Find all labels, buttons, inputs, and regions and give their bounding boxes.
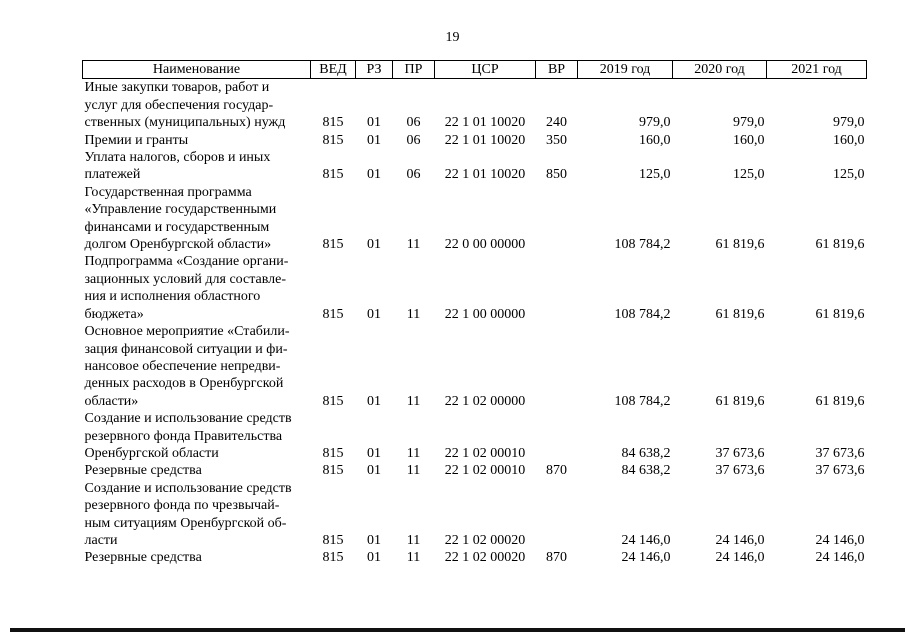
table-row bbox=[83, 462, 867, 479]
row-name-line: Государственная программа bbox=[84, 184, 252, 200]
cell-ved: 815 bbox=[322, 532, 344, 548]
cell-y2021: 61 819,6 bbox=[815, 306, 865, 322]
page-number: 19 bbox=[445, 30, 460, 45]
row-name-line: зационных условий для составле- bbox=[84, 271, 287, 287]
cell-y2019: 125,0 bbox=[639, 167, 671, 183]
table-row bbox=[83, 253, 867, 323]
row-name-line: ния и исполнения областного bbox=[84, 289, 261, 305]
cell-y2019: 108 784,2 bbox=[614, 306, 671, 322]
cell-rz: 01 bbox=[367, 393, 381, 409]
cell-y2020: 61 819,6 bbox=[715, 237, 765, 253]
cell-y2020: 160,0 bbox=[733, 132, 765, 148]
cell-y2019: 108 784,2 bbox=[614, 393, 671, 409]
row-name-line: Резервные средства bbox=[84, 550, 202, 566]
table-row bbox=[83, 149, 867, 184]
row-name bbox=[83, 79, 311, 132]
cell-vr: 350 bbox=[546, 132, 567, 148]
cell-ved: 815 bbox=[322, 550, 344, 566]
cell-rz: 01 bbox=[367, 115, 381, 131]
cell-y2019: 979,0 bbox=[639, 115, 671, 131]
cell-pr: 06 bbox=[406, 167, 421, 183]
cell-y2020: 37 673,6 bbox=[715, 445, 765, 461]
row-name-line: зация финансовой ситуации и фи- bbox=[84, 341, 288, 357]
cell-rz: 01 bbox=[367, 167, 381, 183]
cell-y2020: 61 819,6 bbox=[715, 393, 765, 409]
header-name: Наименование bbox=[83, 61, 311, 79]
row-name-line: финансами и государственным bbox=[84, 219, 270, 235]
cell-rz: 01 bbox=[367, 463, 381, 479]
cell-pr: 11 bbox=[406, 532, 421, 548]
cell-y2019: 84 638,2 bbox=[621, 445, 671, 461]
cell-y2019: 24 146,0 bbox=[621, 532, 671, 548]
row-name-line: Премии и гранты bbox=[84, 132, 189, 148]
cell-y2021: 37 673,6 bbox=[815, 463, 865, 479]
cell-ved: 815 bbox=[322, 115, 344, 131]
cell-csr: 22 1 01 10020 bbox=[444, 132, 526, 148]
row-name bbox=[83, 132, 311, 149]
cell-y2020: 37 673,6 bbox=[715, 463, 765, 479]
cell-csr: 22 1 02 00010 bbox=[444, 463, 526, 479]
cell-rz: 01 bbox=[367, 550, 381, 566]
header-pr: ПР bbox=[393, 61, 435, 79]
cell-vr: 870 bbox=[546, 463, 567, 479]
cell-rz: 01 bbox=[367, 532, 381, 548]
row-name-line: области» bbox=[84, 393, 139, 409]
cell-csr: 22 1 00 00000 bbox=[444, 306, 526, 322]
row-name bbox=[83, 480, 311, 550]
cell-ved: 815 bbox=[322, 237, 344, 253]
table-body bbox=[83, 79, 867, 567]
table-row bbox=[83, 549, 867, 566]
row-name-line: Создание и использование средств bbox=[84, 411, 292, 427]
cell-y2021: 125,0 bbox=[833, 167, 865, 183]
row-name bbox=[83, 462, 311, 479]
cell-ved: 815 bbox=[322, 306, 344, 322]
row-name bbox=[83, 323, 311, 410]
cell-y2020: 125,0 bbox=[733, 167, 765, 183]
cell-ved: 815 bbox=[322, 393, 344, 409]
cell-csr: 22 1 02 00010 bbox=[444, 445, 526, 461]
cell-csr: 22 1 01 10020 bbox=[444, 115, 526, 131]
cell-pr: 11 bbox=[406, 445, 421, 461]
cell-y2021: 160,0 bbox=[833, 132, 865, 148]
row-name-line: бюджета» bbox=[84, 306, 144, 322]
cell-y2021: 37 673,6 bbox=[815, 445, 865, 461]
cell-y2021: 61 819,6 bbox=[815, 393, 865, 409]
cell-vr: 850 bbox=[546, 167, 567, 183]
cell-pr: 11 bbox=[406, 306, 421, 322]
row-name-line: Иные закупки товаров, работ и bbox=[84, 80, 270, 96]
table-row bbox=[83, 410, 867, 462]
table-row bbox=[83, 79, 867, 132]
bottom-rule bbox=[10, 628, 905, 632]
row-name-line: ласти bbox=[84, 532, 118, 548]
cell-vr: 240 bbox=[546, 115, 567, 131]
cell-vr bbox=[536, 323, 578, 410]
budget-table bbox=[82, 60, 867, 567]
row-name bbox=[83, 549, 311, 566]
cell-pr: 11 bbox=[406, 463, 421, 479]
row-name-line: Оренбургской области bbox=[84, 445, 219, 461]
cell-rz: 01 bbox=[367, 132, 381, 148]
table-header-row bbox=[83, 61, 867, 79]
row-name-line: ственных (муниципальных) нужд bbox=[84, 115, 286, 131]
header-vr: ВР bbox=[536, 61, 578, 79]
header-2020: 2020 год bbox=[673, 61, 767, 79]
cell-y2021: 24 146,0 bbox=[815, 532, 865, 548]
cell-ved: 815 bbox=[322, 445, 344, 461]
cell-pr: 11 bbox=[406, 237, 421, 253]
cell-ved: 815 bbox=[322, 167, 344, 183]
cell-y2021: 24 146,0 bbox=[815, 550, 865, 566]
row-name bbox=[83, 253, 311, 323]
cell-csr: 22 1 02 00020 bbox=[444, 550, 526, 566]
cell-rz: 01 bbox=[367, 306, 381, 322]
row-name-line: денных расходов в Оренбургской bbox=[84, 376, 284, 392]
cell-pr: 06 bbox=[406, 132, 421, 148]
cell-y2020: 24 146,0 bbox=[715, 532, 765, 548]
cell-pr: 06 bbox=[406, 115, 421, 131]
table-row bbox=[83, 132, 867, 149]
cell-y2021: 61 819,6 bbox=[815, 237, 865, 253]
row-name-line: нансовое обеспечение непредви- bbox=[84, 358, 281, 374]
row-name-line: «Управление государственными bbox=[84, 202, 277, 218]
cell-y2019: 24 146,0 bbox=[621, 550, 671, 566]
cell-y2019: 84 638,2 bbox=[621, 463, 671, 479]
header-ved: ВЕД bbox=[311, 61, 356, 79]
row-name-line: услуг для обеспечения государ- bbox=[84, 97, 274, 113]
row-name-line: платежей bbox=[84, 167, 141, 183]
header-2021: 2021 год bbox=[767, 61, 867, 79]
cell-vr bbox=[536, 184, 578, 254]
row-name-line: долгом Оренбургской области» bbox=[84, 237, 272, 253]
cell-vr bbox=[536, 480, 578, 550]
row-name bbox=[83, 410, 311, 462]
row-name bbox=[83, 184, 311, 254]
row-name-line: Уплата налогов, сборов и иных bbox=[84, 150, 271, 166]
header-2019: 2019 год bbox=[578, 61, 673, 79]
cell-ved: 815 bbox=[322, 132, 344, 148]
row-name bbox=[83, 149, 311, 184]
table-row bbox=[83, 480, 867, 550]
header-csr: ЦСР bbox=[435, 61, 536, 79]
cell-rz: 01 bbox=[367, 237, 381, 253]
cell-csr: 22 1 02 00000 bbox=[444, 393, 526, 409]
table-row bbox=[83, 184, 867, 254]
row-name-line: Создание и использование средств bbox=[84, 480, 292, 496]
header-rz: РЗ bbox=[356, 61, 393, 79]
cell-vr bbox=[536, 253, 578, 323]
cell-csr: 22 1 02 00020 bbox=[444, 532, 526, 548]
row-name-line: резервного фонда по чрезвычай- bbox=[84, 498, 280, 514]
cell-rz: 01 bbox=[367, 445, 381, 461]
cell-y2020: 61 819,6 bbox=[715, 306, 765, 322]
cell-y2020: 979,0 bbox=[733, 115, 765, 131]
row-name-line: резервного фонда Правительства bbox=[84, 428, 283, 444]
cell-pr: 11 bbox=[406, 550, 421, 566]
row-name-line: Основное мероприятие «Стабили- bbox=[84, 324, 290, 340]
row-name-line: Подпрограмма «Создание органи- bbox=[84, 254, 289, 270]
cell-y2019: 160,0 bbox=[639, 132, 671, 148]
cell-y2020: 24 146,0 bbox=[715, 550, 765, 566]
cell-y2019: 108 784,2 bbox=[614, 237, 671, 253]
table-row bbox=[83, 323, 867, 410]
row-name-line: ным ситуациям Оренбургской об- bbox=[84, 515, 287, 531]
row-name-line: Резервные средства bbox=[84, 463, 202, 479]
cell-csr: 22 1 01 10020 bbox=[444, 167, 526, 183]
cell-y2021: 979,0 bbox=[833, 115, 865, 131]
cell-pr: 11 bbox=[406, 393, 421, 409]
cell-ved: 815 bbox=[322, 463, 344, 479]
cell-vr: 870 bbox=[546, 550, 567, 566]
cell-vr bbox=[536, 410, 578, 462]
cell-csr: 22 0 00 00000 bbox=[444, 237, 526, 253]
